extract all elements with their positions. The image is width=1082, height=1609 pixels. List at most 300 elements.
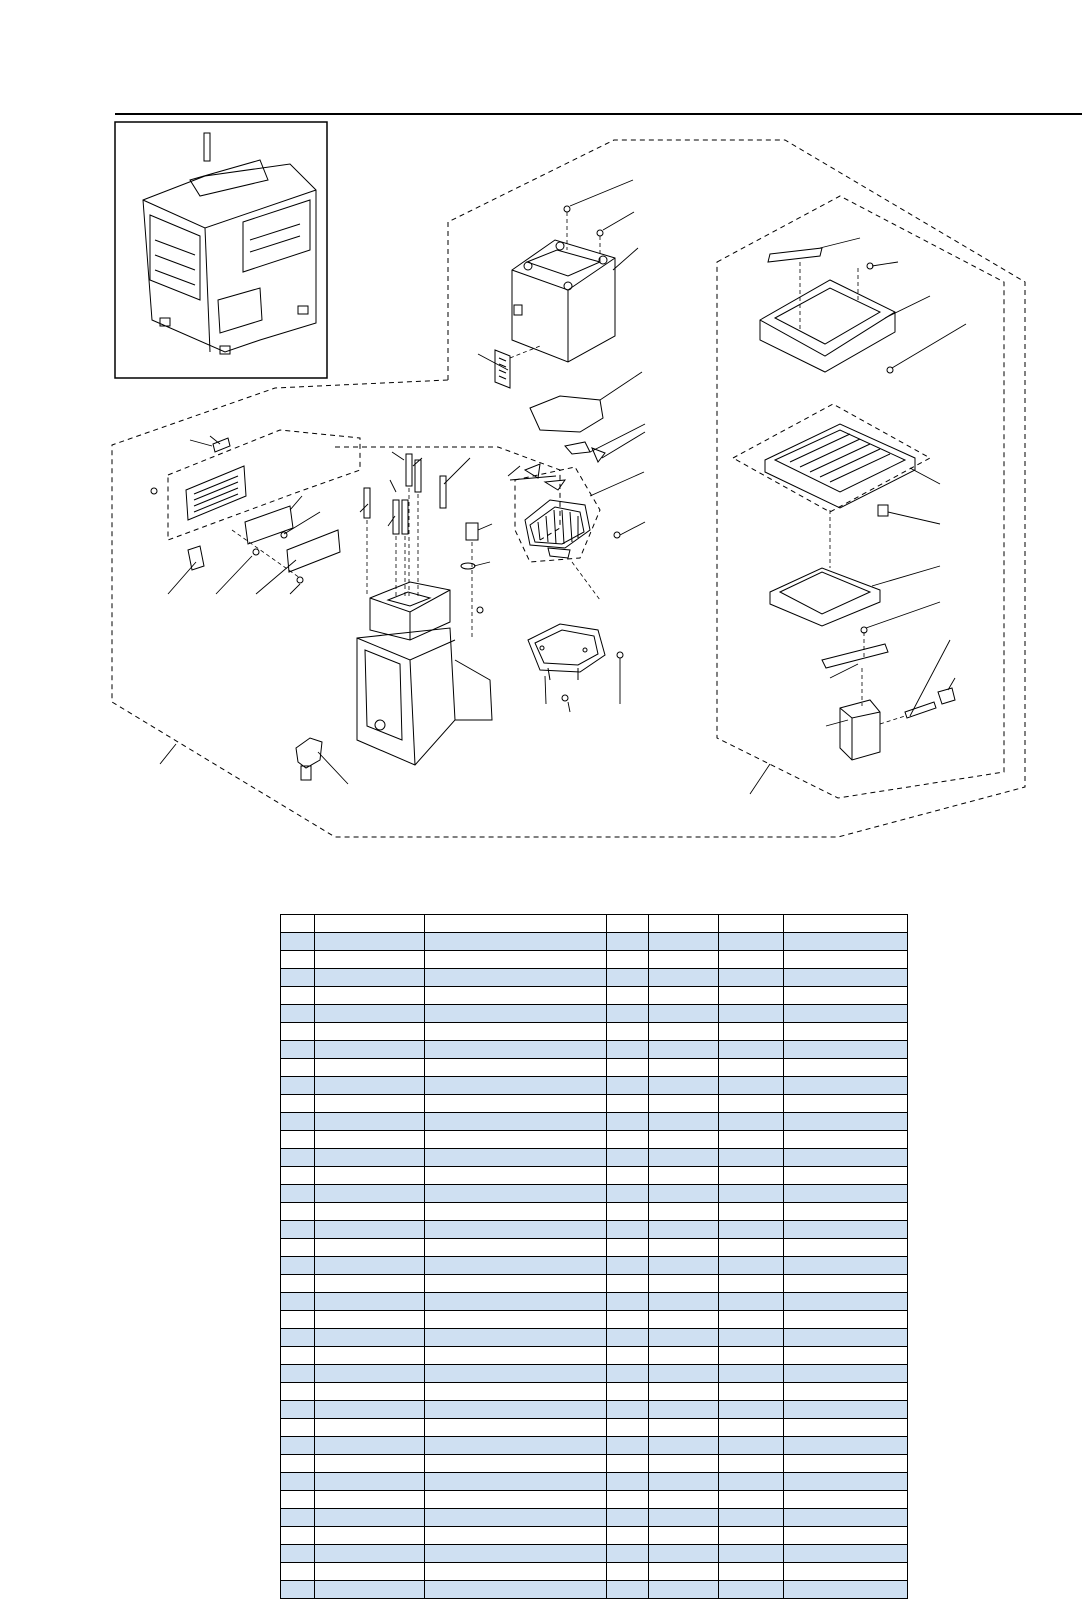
table-row xyxy=(281,1185,908,1203)
table-cell xyxy=(607,1023,649,1041)
table-cell xyxy=(784,1185,908,1203)
table-cell xyxy=(425,1131,607,1149)
table-cell xyxy=(784,1221,908,1239)
screw-j xyxy=(614,532,620,538)
table-row xyxy=(281,1077,908,1095)
table-cell xyxy=(425,1473,607,1491)
table-cell xyxy=(649,1419,719,1437)
table-row xyxy=(281,1257,908,1275)
table-cell xyxy=(784,1149,908,1167)
table-cell xyxy=(719,1239,784,1257)
flat-cable xyxy=(188,546,204,570)
table-row xyxy=(281,1473,908,1491)
table-cell xyxy=(315,1311,425,1329)
table-cell xyxy=(607,1455,649,1473)
table-cell xyxy=(649,951,719,969)
table-cell xyxy=(784,1527,908,1545)
table-cell xyxy=(607,1239,649,1257)
table-row xyxy=(281,1293,908,1311)
table-cell xyxy=(281,1059,315,1077)
table-row xyxy=(281,1275,908,1293)
table-cell xyxy=(315,933,425,951)
table-cell xyxy=(315,1239,425,1257)
center-cover-box xyxy=(512,240,615,362)
table-row xyxy=(281,1563,908,1581)
table-cell xyxy=(719,1275,784,1293)
table-cell xyxy=(315,1473,425,1491)
table-cell xyxy=(425,1167,607,1185)
cover-plate xyxy=(287,530,340,572)
table-cell xyxy=(784,1347,908,1365)
table-cell xyxy=(425,1257,607,1275)
pins xyxy=(364,454,478,569)
table-cell xyxy=(719,1545,784,1563)
table-cell xyxy=(281,1491,315,1509)
table-cell xyxy=(281,1383,315,1401)
table-cell xyxy=(649,1167,719,1185)
table-row xyxy=(281,1437,908,1455)
table-cell xyxy=(784,1419,908,1437)
table-cell xyxy=(281,951,315,969)
table-cell xyxy=(281,1005,315,1023)
table-row xyxy=(281,1023,908,1041)
table-cell xyxy=(315,1347,425,1365)
sensor-block xyxy=(840,700,880,760)
table-cell xyxy=(425,1419,607,1437)
table-cell xyxy=(607,969,649,987)
table-cell xyxy=(607,933,649,951)
table-cell xyxy=(649,1041,719,1059)
table-cell xyxy=(315,1167,425,1185)
table-cell xyxy=(784,1365,908,1383)
table-cell xyxy=(315,1329,425,1347)
table-cell xyxy=(719,1491,784,1509)
table-cell xyxy=(607,1203,649,1221)
table-cell xyxy=(649,1005,719,1023)
table-cell xyxy=(281,1473,315,1491)
table-cell xyxy=(649,1185,719,1203)
table-cell xyxy=(607,1581,649,1599)
table-cell xyxy=(719,1563,784,1581)
table-cell xyxy=(784,1293,908,1311)
table-cell xyxy=(649,1365,719,1383)
table-cell xyxy=(784,1239,908,1257)
table-cell xyxy=(784,1023,908,1041)
table-cell xyxy=(281,1455,315,1473)
table-cell xyxy=(281,1257,315,1275)
table-row xyxy=(281,1329,908,1347)
table-cell xyxy=(425,1203,607,1221)
top-strip xyxy=(768,248,822,262)
table-cell xyxy=(315,1509,425,1527)
table-cell xyxy=(281,1113,315,1131)
table-cell xyxy=(607,1311,649,1329)
table-cell xyxy=(784,1041,908,1059)
table-cell xyxy=(719,1401,784,1419)
table-cell xyxy=(425,1383,607,1401)
table-cell xyxy=(315,987,425,1005)
table-cell xyxy=(719,1527,784,1545)
table-cell xyxy=(607,1221,649,1239)
table-cell xyxy=(784,1473,908,1491)
table-cell xyxy=(719,951,784,969)
table-cell xyxy=(719,1329,784,1347)
screw-d xyxy=(151,488,157,494)
table-cell xyxy=(784,1131,908,1149)
screw-m xyxy=(477,607,483,613)
table-cell xyxy=(315,1077,425,1095)
table-cell xyxy=(425,1239,607,1257)
table-cell xyxy=(607,915,649,933)
table-cell xyxy=(281,1185,315,1203)
table-cell xyxy=(719,1131,784,1149)
table-cell xyxy=(719,1311,784,1329)
table-cell xyxy=(719,1365,784,1383)
table-cell xyxy=(719,1041,784,1059)
table-cell xyxy=(719,1077,784,1095)
table-cell xyxy=(649,1059,719,1077)
table-cell xyxy=(649,1383,719,1401)
table-cell xyxy=(607,1437,649,1455)
parts-list-table xyxy=(280,914,908,1599)
table-cell xyxy=(719,1581,784,1599)
table-row xyxy=(281,951,908,969)
table-cell xyxy=(425,1221,607,1239)
table-cell xyxy=(607,1419,649,1437)
table-cell xyxy=(281,1167,315,1185)
table-row xyxy=(281,1131,908,1149)
table-cell xyxy=(281,1203,315,1221)
table-cell xyxy=(607,1491,649,1509)
table-cell xyxy=(719,1023,784,1041)
table-cell xyxy=(649,1437,719,1455)
table-cell xyxy=(315,1383,425,1401)
table-cell xyxy=(425,951,607,969)
table-cell xyxy=(315,1293,425,1311)
table-cell xyxy=(425,1437,607,1455)
table-row xyxy=(281,1149,908,1167)
guide-rail xyxy=(822,644,888,668)
table-cell xyxy=(425,1455,607,1473)
table-cell xyxy=(784,1167,908,1185)
table-cell xyxy=(607,1293,649,1311)
table-cell xyxy=(315,915,425,933)
table-cell xyxy=(719,1221,784,1239)
table-cell xyxy=(784,1257,908,1275)
table-cell xyxy=(281,1221,315,1239)
table-cell xyxy=(315,1095,425,1113)
table-cell xyxy=(315,1419,425,1437)
table-cell xyxy=(649,987,719,1005)
table-cell xyxy=(315,1005,425,1023)
table-cell xyxy=(425,1545,607,1563)
table-cell xyxy=(281,987,315,1005)
table-cell xyxy=(784,969,908,987)
table-cell xyxy=(425,1509,607,1527)
corner-bracket-a xyxy=(565,442,590,454)
table-cell xyxy=(315,1257,425,1275)
table-row xyxy=(281,1419,908,1437)
table-row xyxy=(281,987,908,1005)
table-row xyxy=(281,915,908,933)
table-row xyxy=(281,1347,908,1365)
table-row xyxy=(281,1545,908,1563)
table-cell xyxy=(607,1329,649,1347)
table-cell xyxy=(607,1347,649,1365)
table-cell xyxy=(425,1275,607,1293)
table-cell xyxy=(281,1131,315,1149)
table-row xyxy=(281,1113,908,1131)
table-cell xyxy=(281,1509,315,1527)
table-cell xyxy=(281,1329,315,1347)
table-cell xyxy=(719,987,784,1005)
table-cell xyxy=(719,1185,784,1203)
table-cell xyxy=(607,1257,649,1275)
table-cell xyxy=(649,933,719,951)
screw-i xyxy=(597,230,603,236)
table-cell xyxy=(649,1149,719,1167)
table-cell xyxy=(649,1491,719,1509)
table-cell xyxy=(719,915,784,933)
mount-bracket xyxy=(245,506,293,544)
table-cell xyxy=(784,1581,908,1599)
circuit-board xyxy=(186,466,246,520)
table-cell xyxy=(607,1509,649,1527)
table-cell xyxy=(784,951,908,969)
table-cell xyxy=(425,1329,607,1347)
table-cell xyxy=(719,1167,784,1185)
table-cell xyxy=(784,1383,908,1401)
table-cell xyxy=(649,1239,719,1257)
table-cell xyxy=(719,1257,784,1275)
table-cell xyxy=(425,1491,607,1509)
table-cell xyxy=(784,1077,908,1095)
table-cell xyxy=(425,933,607,951)
table-cell xyxy=(784,1437,908,1455)
table-cell xyxy=(649,1221,719,1239)
table-cell xyxy=(425,987,607,1005)
main-stand-frame xyxy=(357,582,492,765)
tray-clip xyxy=(878,505,888,516)
table-cell xyxy=(281,1311,315,1329)
table-cell xyxy=(607,1041,649,1059)
table-cell xyxy=(315,1113,425,1131)
table-cell xyxy=(315,1185,425,1203)
table-cell xyxy=(425,1077,607,1095)
table-cell xyxy=(784,987,908,1005)
table-row xyxy=(281,1311,908,1329)
table-cell xyxy=(281,1149,315,1167)
table-cell xyxy=(607,1113,649,1131)
table-row xyxy=(281,1221,908,1239)
table-cell xyxy=(315,1545,425,1563)
table-row xyxy=(281,1167,908,1185)
table-cell xyxy=(281,1581,315,1599)
table-cell xyxy=(784,1491,908,1509)
sensor-plug xyxy=(296,738,322,780)
long-bolt xyxy=(905,702,936,718)
fitting xyxy=(938,688,955,704)
table-cell xyxy=(649,1455,719,1473)
table-cell xyxy=(425,969,607,987)
table-cell xyxy=(315,1437,425,1455)
table-cell xyxy=(281,1095,315,1113)
table-cell xyxy=(281,1275,315,1293)
table-row xyxy=(281,1455,908,1473)
table-cell xyxy=(607,987,649,1005)
table-cell xyxy=(649,1293,719,1311)
table-cell xyxy=(607,1005,649,1023)
machine-overview-inset xyxy=(115,122,327,378)
table-row xyxy=(281,1491,908,1509)
table-cell xyxy=(281,1293,315,1311)
table-cell xyxy=(315,1203,425,1221)
table-cell xyxy=(649,1311,719,1329)
table-cell xyxy=(281,1077,315,1095)
table-cell xyxy=(315,1581,425,1599)
table-cell xyxy=(649,1329,719,1347)
table-cell xyxy=(607,1149,649,1167)
hex-holder xyxy=(528,624,605,680)
table-cell xyxy=(719,1383,784,1401)
screw-b xyxy=(297,577,303,583)
table-cell xyxy=(784,1095,908,1113)
table-row xyxy=(281,1401,908,1419)
table-cell xyxy=(607,1185,649,1203)
table-cell xyxy=(649,1545,719,1563)
table-cell xyxy=(649,1347,719,1365)
table-cell xyxy=(315,1131,425,1149)
keypad-panel xyxy=(495,350,510,388)
table-cell xyxy=(719,1059,784,1077)
table-row xyxy=(281,1059,908,1077)
table-cell xyxy=(607,1563,649,1581)
table-cell xyxy=(784,1113,908,1131)
screw-h xyxy=(564,206,570,212)
screw-k xyxy=(562,695,568,701)
table-cell xyxy=(719,1455,784,1473)
table-cell xyxy=(649,1509,719,1527)
table-cell xyxy=(425,1293,607,1311)
table-cell xyxy=(281,1437,315,1455)
table-cell xyxy=(607,1059,649,1077)
table-cell xyxy=(315,1527,425,1545)
table-cell xyxy=(315,1455,425,1473)
table-cell xyxy=(649,1581,719,1599)
table-cell xyxy=(281,1545,315,1563)
table-cell xyxy=(607,1077,649,1095)
table-cell xyxy=(425,1059,607,1077)
table-cell xyxy=(281,1419,315,1437)
table-cell xyxy=(425,1563,607,1581)
table-cell xyxy=(607,951,649,969)
table-cell xyxy=(649,1473,719,1491)
table-cell xyxy=(784,1401,908,1419)
table-cell xyxy=(315,1491,425,1509)
table-row xyxy=(281,1509,908,1527)
table-cell xyxy=(281,1365,315,1383)
table-row xyxy=(281,1203,908,1221)
table-cell xyxy=(607,1383,649,1401)
table-cell xyxy=(607,1545,649,1563)
table-cell xyxy=(784,933,908,951)
table-row xyxy=(281,1041,908,1059)
table-cell xyxy=(281,1347,315,1365)
table-cell xyxy=(649,1131,719,1149)
table-cell xyxy=(649,1563,719,1581)
table-cell xyxy=(649,1527,719,1545)
hex-plate xyxy=(530,396,603,432)
table-cell xyxy=(719,969,784,987)
table-cell xyxy=(784,915,908,933)
table-cell xyxy=(649,1401,719,1419)
table-cell xyxy=(719,1437,784,1455)
table-cell xyxy=(281,1563,315,1581)
lower-frame xyxy=(770,568,880,626)
table-cell xyxy=(649,1113,719,1131)
table-cell xyxy=(315,1401,425,1419)
table-cell xyxy=(784,1275,908,1293)
table-cell xyxy=(649,1077,719,1095)
table-cell xyxy=(281,969,315,987)
table-cell xyxy=(784,1005,908,1023)
table-cell xyxy=(425,1041,607,1059)
screw-l xyxy=(617,652,623,658)
table-cell xyxy=(649,915,719,933)
table-cell xyxy=(719,1005,784,1023)
table-row xyxy=(281,1581,908,1599)
group-outline-left xyxy=(168,430,560,540)
table-cell xyxy=(315,1365,425,1383)
table-cell xyxy=(649,1023,719,1041)
table-cell xyxy=(315,1275,425,1293)
table-cell xyxy=(719,1509,784,1527)
table-cell xyxy=(281,915,315,933)
table-cell xyxy=(719,1149,784,1167)
table-cell xyxy=(649,1203,719,1221)
table-cell xyxy=(281,933,315,951)
screw-a xyxy=(253,549,259,555)
corner-bracket-c xyxy=(525,464,540,478)
table-cell xyxy=(784,1311,908,1329)
table-cell xyxy=(784,1563,908,1581)
table-cell xyxy=(281,1041,315,1059)
table-cell xyxy=(425,915,607,933)
table-cell xyxy=(425,1095,607,1113)
table-cell xyxy=(784,1545,908,1563)
corner-bracket-d xyxy=(545,480,565,490)
table-cell xyxy=(315,951,425,969)
table-cell xyxy=(719,1113,784,1131)
table-cell xyxy=(719,1347,784,1365)
table-cell xyxy=(315,1563,425,1581)
table-cell xyxy=(607,1527,649,1545)
table-cell xyxy=(607,1275,649,1293)
table-cell xyxy=(607,1401,649,1419)
table-cell xyxy=(784,1509,908,1527)
table-cell xyxy=(425,1311,607,1329)
table-cell xyxy=(425,1347,607,1365)
table-cell xyxy=(784,1455,908,1473)
table-cell xyxy=(649,1257,719,1275)
table-cell xyxy=(281,1239,315,1257)
upper-frame xyxy=(760,280,895,372)
table-row xyxy=(281,1383,908,1401)
table-cell xyxy=(719,1203,784,1221)
table-cell xyxy=(315,1149,425,1167)
table-cell xyxy=(784,1059,908,1077)
table-cell xyxy=(315,1023,425,1041)
